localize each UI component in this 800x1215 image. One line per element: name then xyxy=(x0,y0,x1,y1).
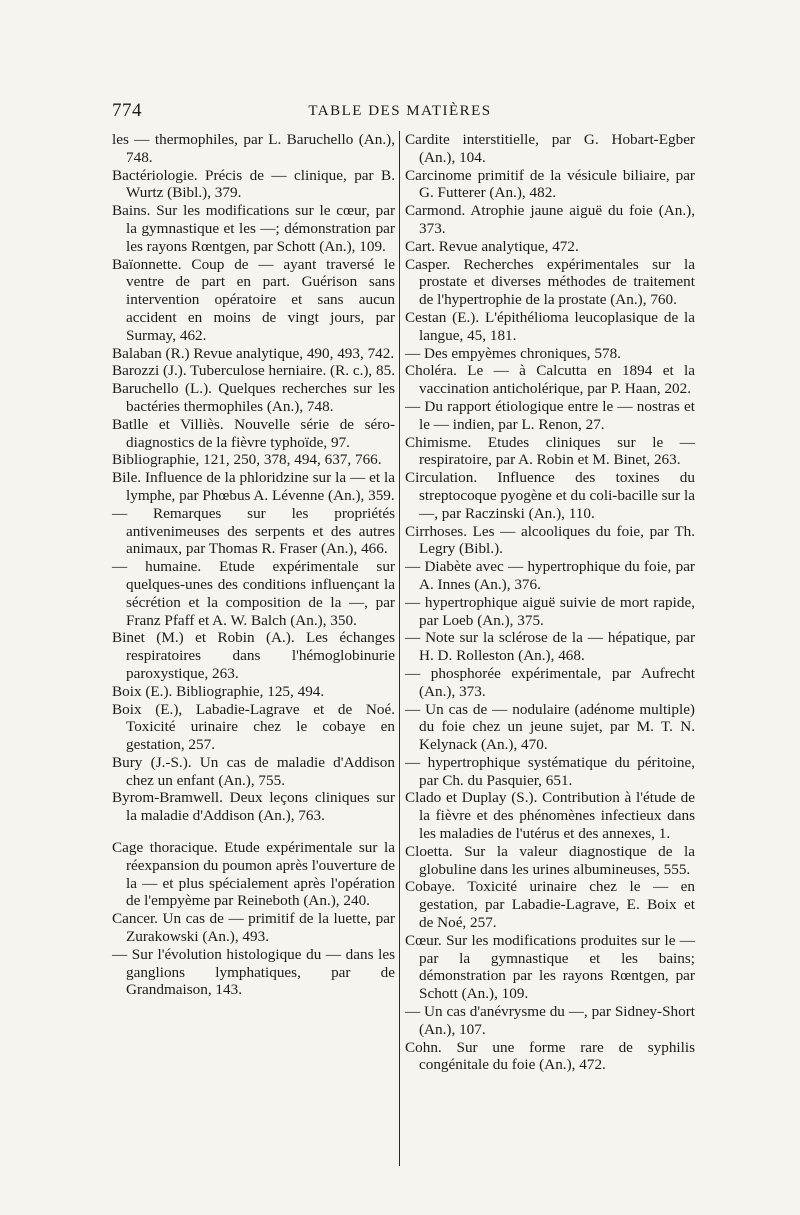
index-entry: Choléra. Le — à Calcutta en 1894 et la vaccination anticholérique, par P. Haan, 202. xyxy=(405,362,695,398)
running-title: TABLE DES MATIÈRES xyxy=(308,103,492,119)
right-column xyxy=(405,131,695,1074)
index-entry: Bains. Sur les modifications sur le cœur, par la gymnastique et les —; démonstration par les rayons Rœntgen, par Schott (An.), 109. xyxy=(112,202,395,255)
index-entry: — Sur l'évolution histologique du — dans les ganglions lymphatiques, par de Grandmaison, 143. xyxy=(112,945,395,999)
index-entry: Cage thoracique. Etude expérimentale sur la réexpansion du poumon après l'ouverture de la — et plus spécialement après l'opération de l'empyème par Reineboth (An.), 240. xyxy=(112,839,395,910)
index-entry: Carcinome primitif de la vésicule biliaire, par G. Futterer (An.), 482. xyxy=(405,166,695,202)
index-entry: — Diabète avec — hypertrophique du foie, par A. Innes (An.), 376. xyxy=(405,558,695,593)
index-entry: Cœur. Sur les modifications produites sur le — par la gymnastique et les bains; démonstration par les rayons Rœntgen, par Schott (An.), 109. xyxy=(405,931,695,1003)
index-entry: — Des empyèmes chroniques, 578. xyxy=(405,344,621,362)
index-entry: Binet (M.) et Robin (A.). Les échanges respiratoires dans l'hémoglobinurie paroxystique, 263. xyxy=(112,629,395,682)
index-entry: — humaine. Etude expérimentale sur quelques-unes des conditions influençant la sécrétion et la composition de la —, par Franz Pfaff et A. W. Balch (An.), 350. xyxy=(112,558,395,629)
index-entry: Bile. Influence de la phloridzine sur la — et la lymphe, par Phœbus A. Lévenne (An.), 359. xyxy=(112,469,395,504)
index-entry: — phosphorée expérimentale, par Aufrecht (An.), 373. xyxy=(405,664,695,700)
index-entry: les — thermophiles, par L. Baruchello (An.), 748. xyxy=(112,131,395,166)
index-entry: Cloetta. Sur la valeur diagnostique de la globuline dans les urines albumineuses, 555. xyxy=(405,842,695,878)
index-entry: Boix (E.). Bibliographie, 125, 494. xyxy=(112,682,325,700)
left-column xyxy=(112,131,395,999)
index-entry: Boix (E.), Labadie-Lagrave et de Noé. Toxicité urinaire chez le cobaye en gestation, 257. xyxy=(112,700,395,754)
index-entry: Barozzi (J.). Tuberculose herniaire. (R. c.), 85. xyxy=(112,362,395,380)
index-entry: — Remarques sur les propriétés antivenimeuses des serpents et des autres animaux, par Thomas R. Fraser (An.), 466. xyxy=(112,504,395,558)
index-entry: Baïonnette. Coup de — ayant traversé le ventre de part en part. Guérison sans intervention opératoire et sans aucun accident en moins de vingt jours, par Surmay, 462. xyxy=(112,255,395,344)
index-entry: — Un cas de — nodulaire (adénome multiple) du foie chez un jeune sujet, par M. T. N. Kelynack (An.), 470. xyxy=(405,700,695,754)
index-entry: Byrom-Bramwell. Deux leçons cliniques sur la maladie d'Addison (An.), 763. xyxy=(112,789,395,825)
index-entry: — Un cas d'anévrysme du —, par Sidney-Short (An.), 107. xyxy=(405,1003,695,1038)
index-entry: Casper. Recherches expérimentales sur la prostate et diverses méthodes de traitement de l'hypertrophie de la prostate (An.), 760. xyxy=(405,255,695,309)
index-entry: Batlle et Villiès. Nouvelle série de séro-diagnostics de la fièvre typhoïde, 97. xyxy=(112,415,395,451)
index-entry: Cancer. Un cas de — primitif de la luette, par Zurakowski (An.), 493. xyxy=(112,910,395,946)
index-entry: Bactériologie. Précis de — clinique, par B. Wurtz (Bibl.), 379. xyxy=(112,166,395,202)
index-entry: Cestan (E.). L'épithélioma leucoplasique de la langue, 45, 181. xyxy=(405,308,695,344)
index-entry: — Note sur la sclérose de la — hépatique, par H. D. Rolleston (An.), 468. xyxy=(405,629,695,665)
index-entry: Baruchello (L.). Quelques recherches sur les bactéries thermophiles (An.), 748. xyxy=(112,380,395,415)
column-divider xyxy=(399,131,400,1166)
index-entry: Bury (J.-S.). Un cas de maladie d'Addison chez un enfant (An.), 755. xyxy=(112,753,395,789)
index-entry: Cart. Revue analytique, 472. xyxy=(405,237,579,255)
index-entry: Bibliographie, 121, 250, 378, 494, 637, 766. xyxy=(112,451,382,469)
index-entry: Cardite interstitielle, par G. Hobart-Egber (An.), 104. xyxy=(405,131,695,166)
index-entry: Cirrhoses. Les — alcooliques du foie, par Th. Legry (Bibl.). xyxy=(405,522,695,558)
index-entry: Balaban (R.) Revue analytique, 490, 493, 742. xyxy=(112,344,395,362)
index-entry: Circulation. Influence des toxines du streptocoque pyogène et du coli-bacille sur la —, par Raczinski (An.), 110. xyxy=(405,469,695,522)
page-number: 774 xyxy=(112,100,142,121)
index-entry: Clado et Duplay (S.). Contribution à l'étude de la fièvre et des phénomènes infectieux dans les maladies de l'utérus et des annexes, 1. xyxy=(405,789,695,843)
index-entry: — hypertrophique systématique du péritoine, par Ch. du Pasquier, 651. xyxy=(405,753,695,789)
index-entry: Cohn. Sur une forme rare de syphilis congénitale du foie (An.), 472. xyxy=(405,1038,695,1074)
index-entry: Carmond. Atrophie jaune aiguë du foie (An.), 373. xyxy=(405,202,695,237)
index-entry: — hypertrophique aiguë suivie de mort rapide, par Loeb (An.), 375. xyxy=(405,593,695,629)
index-entry: Chimisme. Etudes cliniques sur le — respiratoire, par A. Robin et M. Binet, 263. xyxy=(405,433,695,469)
index-entry: — Du rapport étiologique entre le — nostras et le — indien, par L. Renon, 27. xyxy=(405,397,695,433)
index-entry: Cobaye. Toxicité urinaire chez le — en gestation, par Labadie-Lagrave, E. Boix et de Noé, 257. xyxy=(405,878,695,932)
